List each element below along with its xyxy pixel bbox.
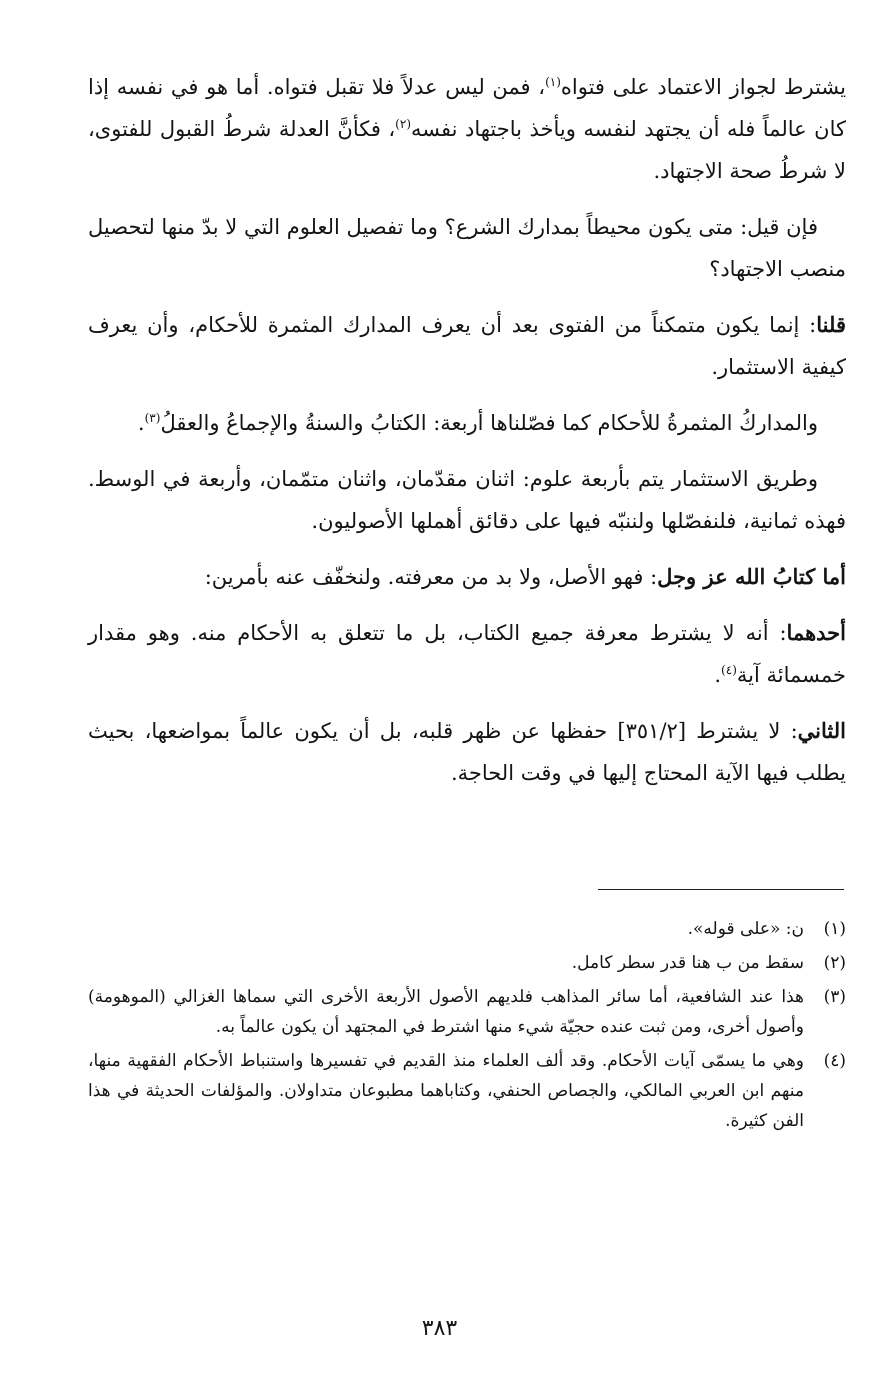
paragraph-7-text: : أنه لا يشترط معرفة جميع الكتاب، بل ما تتعلق به الأحكام منه. وهو مقدار خمسمائة آية: [88, 621, 846, 687]
footnote-4: [88, 1046, 846, 1136]
paragraph-6: [88, 556, 846, 598]
footnotes: [88, 914, 846, 1140]
footnote-2: [88, 948, 846, 978]
footnote-number: (١): [823, 919, 846, 939]
footnote-text: سقط من ب هنا قدر سطر كامل.: [571, 953, 804, 973]
footnote-text: وهي ما يسمّى آيات الأحكام. وقد ألف العلماء منذ القديم في تفسيرها واستنباط الأحكام الفقهية منها، منهم ابن العربي المالكي، والجصاص الحنفي، وكتاباهما مطبوعان متداولان. والمؤلفات الحديثة في هذا الفن كثيرة.: [88, 1051, 804, 1131]
main-text: [88, 66, 846, 808]
paragraph-1: [88, 66, 846, 192]
paragraph-8-lead: الثاني: [797, 718, 846, 743]
paragraph-8-text: : لا يشترط [٣٥١/٢] حفظها عن ظهر قلبه، بل أن يكون عالماً بمواضعها، بحيث يطلب فيها الآية المحتاج إليها في وقت الحاجة.: [88, 719, 846, 785]
page-number: ٣٨٣: [421, 1316, 458, 1341]
paragraph-7-lead: أحدهما: [786, 620, 846, 645]
paragraph-1-part-b: ، فمن ليس عدلاً فلا تقبل فتواه. أما هو في نفسه إذا كان عالماً فله أن يجتهد لنفسه ويأخذ باجتهاد نفسه: [88, 75, 846, 141]
footnote-ref-4: (٤): [721, 663, 737, 677]
footnote-ref-3: (٣): [144, 411, 161, 425]
footnote-1: [88, 914, 846, 944]
footnote-text: ن: «على قوله».: [687, 919, 804, 939]
paragraph-1-part-c: ، فكأنَّ العدلة شرطُ القبول للفتوى، لا شرطُ صحة الاجتهاد.: [88, 117, 846, 183]
footnote-ref-2: (٢): [395, 117, 411, 131]
footnote-number: (٤): [823, 1051, 846, 1071]
paragraph-1-part-a: يشترط لجواز الاعتماد على فتواه: [560, 75, 846, 99]
paragraph-3: [88, 304, 846, 388]
footnote-3: [88, 982, 846, 1042]
footnote-separator: [598, 889, 844, 890]
footnote-number: (٢): [823, 953, 846, 973]
footnote-number: (٣): [823, 987, 846, 1007]
paragraph-7: [88, 612, 846, 696]
paragraph-4: [88, 402, 846, 444]
paragraph-4-end: .: [137, 411, 145, 435]
paragraph-4-text: والمداركُ المثمرةُ للأحكام كما فصّلناها أربعة: الكتابُ والسنةُ والإجماعُ والعقلُ: [160, 411, 818, 435]
paragraph-3-text: : إنما يكون متمكناً من الفتوى بعد أن يعرف المدارك المثمرة للأحكام، وأن يعرف كيفية الاستثمار.: [88, 313, 846, 379]
paragraph-6-text: : فهو الأصل، ولا بد من معرفته. ولنخفّف عنه بأمرين:: [204, 565, 658, 589]
paragraph-2: فإن قيل: متى يكون محيطاً بمدارك الشرع؟ وما تفصيل العلوم التي لا بدّ منها لتحصيل منصب الاجتهاد؟: [88, 215, 846, 281]
footnote-text: هذا عند الشافعية، أما سائر المذاهب فلديهم الأصول الأربعة الأخرى التي سماها الغزالي (الموهومة) وأصول أخرى، ومن ثبت عنده حجيّة شيء منها اشترط في المجتهد أن يكون عالماً به.: [88, 987, 804, 1037]
paragraph-7-end: .: [714, 663, 722, 687]
paragraph-3-lead: قلنا: [816, 312, 846, 337]
paragraph-5: وطريق الاستثمار يتم بأربعة علوم: اثنان مقدّمان، واثنان متمّمان، وأربعة في الوسط. فهذه ثمانية، فلنفصّلها ولننبّه فيها على دقائق أهملها الأصوليون.: [88, 467, 846, 533]
paragraph-6-lead: أما كتابُ الله عز وجل: [657, 564, 846, 589]
paragraph-8: [88, 710, 846, 794]
footnote-ref-1: (١): [545, 75, 561, 89]
